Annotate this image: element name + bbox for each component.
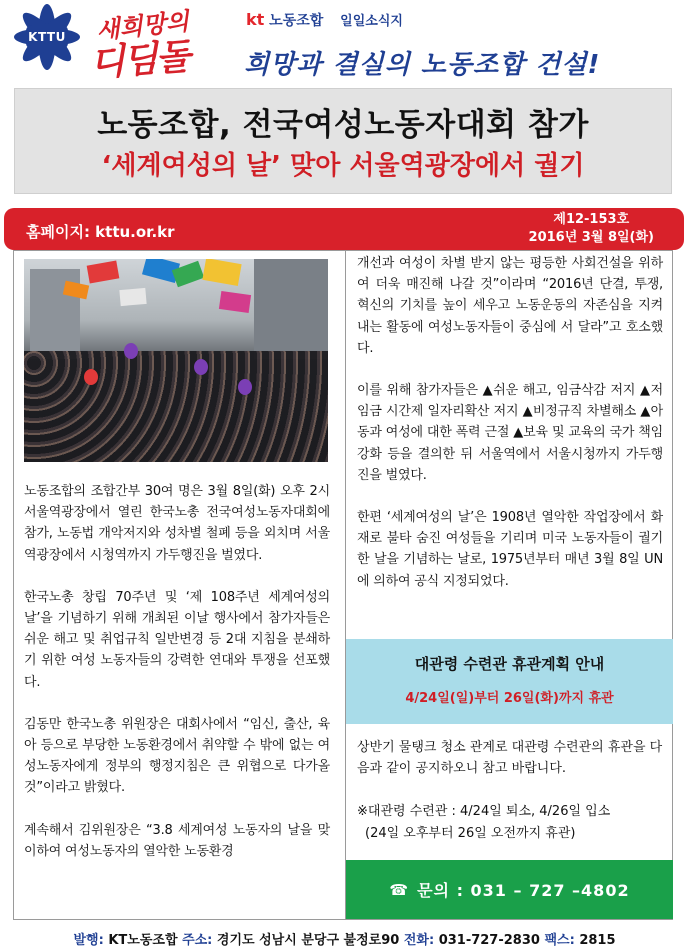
emblem-text: KTTU [26, 25, 68, 49]
footer-publisher: KT노동조합 [108, 933, 178, 948]
info-bar [4, 208, 684, 250]
footer-publisher-label: 발행: [73, 933, 104, 948]
footer-address-label: 주소: [182, 933, 213, 948]
kt-union-brand [246, 10, 403, 30]
kt-logo: kt [246, 10, 265, 29]
article-left-column [24, 481, 330, 883]
contact-label: 문의 : 031 – 727 –4802 [417, 881, 630, 900]
article-paragraph: 한편 ‘세계여성의 날’은 1908년 열악한 작업장에서 화재로 불타 숨진 여성들을 기리며 미국 노동자들이 궐기한 날을 기념하는 날로, 1975년부터 매년 3월 8일 UN에 의하여 공식 지정되었다. [357, 510, 663, 589]
notice-body-text: 상반기 물탱크 청소 관계로 대관령 수련관의 휴관을 다음과 같이 공지하오니 참고 바랍니다. [357, 740, 663, 777]
brush-title-line1: 새희망의 [94, 6, 191, 45]
notice-subtitle: 4/24일(일)부터 26일(화)까지 휴관 [405, 691, 614, 706]
homepage-link[interactable]: 홈페이지: kttu.or.kr [26, 223, 175, 241]
phone-icon: ☎ [389, 880, 410, 899]
notice-body [357, 737, 663, 844]
notice-box [346, 639, 673, 724]
headline-main: 노동조합, 전국여성노동자대회 참가 [97, 107, 589, 143]
brush-calligraphy-title [82, 2, 230, 85]
union-name: 노동조합 [269, 13, 324, 29]
kttu-emblem-logo [14, 4, 80, 70]
footer-fax: 2815 [579, 933, 616, 948]
notice-detail-line1: ※대관령 수련관 : 4/24일 퇴소, 4/26일 입소 [357, 804, 611, 820]
article-right-column [357, 253, 663, 613]
footer-fax-label: 팩스: [544, 933, 575, 948]
newsletter-label: 일일소식지 [340, 14, 403, 29]
notice-detail-line2: (24일 오후부터 26일 오전까지 휴관) [365, 825, 576, 841]
article-paragraph: 한국노총 창립 70주년 및 ‘제 108주년 세계여성의 날’을 기념하기 위해 개최된 이날 행사에서 참가자들은 쉬운 해고 및 취업규칙 일반변경 등 2대 지침을 분쇄하기 위한 여성 노동자들의 강력한 연대와 투쟁을 선포했다. [24, 589, 330, 690]
headline-sub: ‘세계여성의 날’ 맞아 서울역광장에서 궐기 [101, 151, 585, 181]
footer-address: 경기도 성남시 분당구 불정로90 [216, 933, 400, 948]
notice-title: 대관령 수련관 휴관계획 안내 [414, 655, 605, 673]
issue-number: 제12-153호 [553, 212, 630, 227]
masthead [0, 0, 689, 88]
issue-date: 2016년 3월 8일(화) [528, 230, 654, 245]
headline-box [14, 88, 672, 194]
article-frame [13, 250, 673, 920]
footer-phone-label: 전화: [403, 933, 435, 948]
footer [0, 929, 689, 948]
rally-photo [24, 259, 328, 462]
issue-info [529, 211, 654, 247]
slogan: 희망과 결실의 노동조합 건설! [244, 50, 601, 80]
article-paragraph: 노동조합의 조합간부 30여 명은 3월 8일(화) 오후 2시 서울역광장에서 열린 한국노총 전국여성노동자대회에 참가, 노동법 개악저지와 성차별 철폐 등을 외치며 서울역광장에서 시청역까지 가두행진을 벌였다. [24, 484, 330, 563]
brush-title-line2: 디딤돌 [88, 35, 190, 85]
column-divider [345, 251, 346, 919]
article-paragraph: 김동만 한국노총 위원장은 대회사에서 “임신, 출산, 육아 등으로 부당한 노동환경에서 취약할 수 밖에 없는 여성노동자에게 정부의 행정지침은 큰 위협으로 다가올 것”이라고 밝혔다. [24, 716, 330, 796]
article-paragraph: 개선과 여성이 차별 받지 않는 평등한 사회건설을 위하여 더욱 매진해 나갈 것”이라며 “2016년 단결, 투쟁, 혁신의 기치를 높이 세우고 노동운동의 자존심을 지켜내는 활동에 여성노동자들이 중심에 서 달라”고 호소했다. [357, 256, 663, 356]
article-paragraph: 계속해서 김위원장은 “3.8 세계여성 노동자의 날을 맞이하여 여성노동자의 열악한 노동환경 [24, 822, 330, 859]
article-paragraph: 이를 위해 참가자들은 ▲쉬운 해고, 임금삭감 저지 ▲저임금 시간제 일자리확산 저지 ▲비정규직 차별해소 ▲아동과 여성에 대한 폭력 근절 ▲보육 및 교육의 국가 책임 강화 등을 결의한 뒤 서울역에서 서울시청까지 가두행진을 벌였다. [357, 383, 663, 483]
contact-box [346, 860, 673, 919]
footer-phone: 031-727-2830 [438, 933, 540, 948]
